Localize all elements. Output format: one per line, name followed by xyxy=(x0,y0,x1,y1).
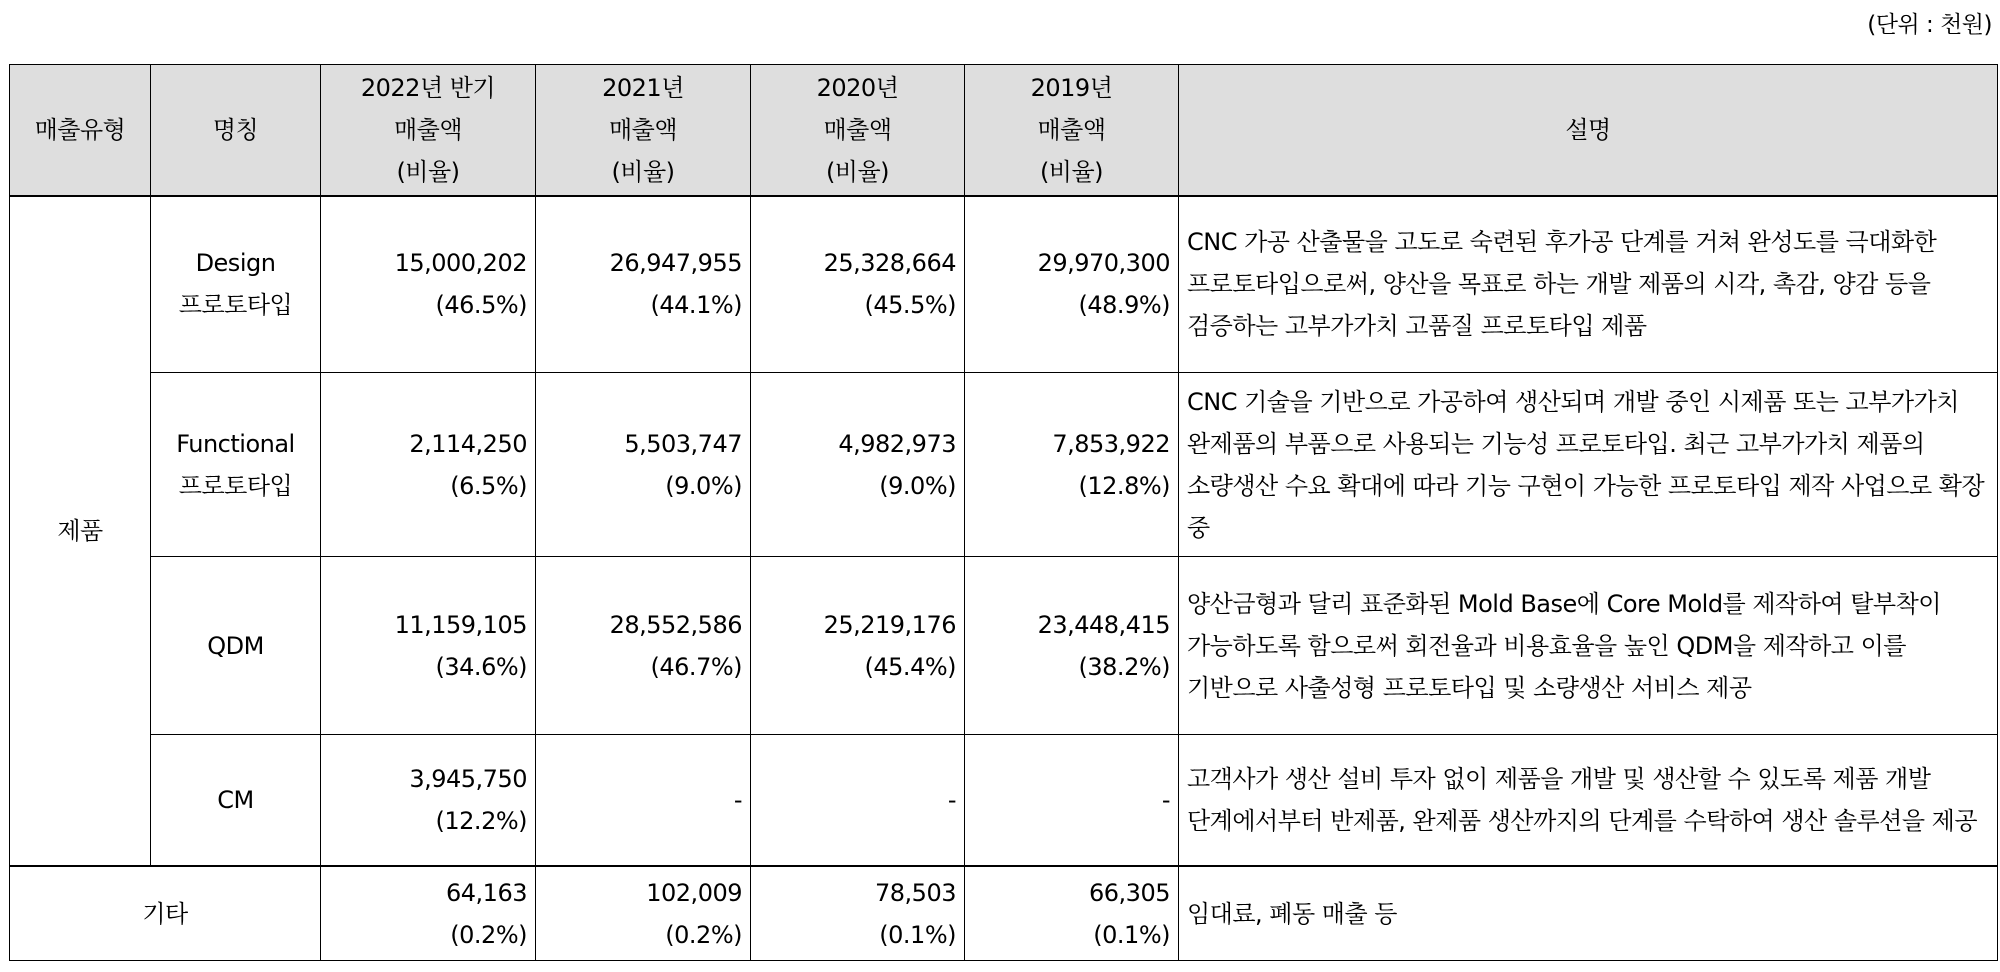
sales-2022: 3,945,750 (12.2%) xyxy=(321,734,536,866)
header-description: 설명 xyxy=(1179,65,1998,196)
header-type: 매출유형 xyxy=(10,65,151,196)
sales-2022: 15,000,202 (46.5%) xyxy=(321,196,536,373)
sales-2019: 7,853,922 (12.8%) xyxy=(965,373,1179,557)
header-name: 명칭 xyxy=(151,65,321,196)
sales-2020: 25,328,664 (45.5%) xyxy=(751,196,965,373)
sales-2020: 4,982,973 (9.0%) xyxy=(751,373,965,557)
unit-label: (단위 : 천원) xyxy=(1867,12,1992,38)
row-description: 고객사가 생산 설비 투자 없이 제품을 개발 및 생산할 수 있도록 제품 개발 단계에서부터 반제품, 완제품 생산까지의 단계를 수탁하여 생산 솔루션을 제공 xyxy=(1179,734,1998,866)
header-row xyxy=(10,65,1998,196)
row-description: CNC 기술을 기반으로 가공하여 생산되며 개발 중인 시제품 또는 고부가가치 완제품의 부품으로 사용되는 기능성 프로토타입. 최근 고부가가치 제품의 소량생산 수요 확대에 따라 기능 구현이 가능한 프로토타입 제작 사업으로 확장 중 xyxy=(1179,373,1998,557)
table-row xyxy=(10,557,1998,734)
sales-2022: 2,114,250 (6.5%) xyxy=(321,373,536,557)
row-name: Functional 프로토타입 xyxy=(151,373,321,557)
row-description: CNC 가공 산출물을 고도로 숙련된 후가공 단계를 거쳐 완성도를 극대화한 프로토타입으로써, 양산을 목표로 하는 개발 제품의 시각, 촉감, 양감 등을 검증하는 고부가가치 고품질 프로토타입 제품 xyxy=(1179,196,1998,373)
sales-2021: 5,503,747 (9.0%) xyxy=(536,373,751,557)
product-group-cell: 제품 xyxy=(10,196,151,867)
sales-2019: 23,448,415 (38.2%) xyxy=(965,557,1179,734)
sales-2020: - xyxy=(751,734,965,866)
row-description: 양산금형과 달리 표준화된 Mold Base에 Core Mold를 제작하여 탈부착이 가능하도록 함으로써 회전율과 비용효율을 높인 QDM을 제작하고 이를 기반으로 사출성형 프로토타입 및 소량생산 서비스 제공 xyxy=(1179,557,1998,734)
table-row xyxy=(10,734,1998,866)
sales-2019: - xyxy=(965,734,1179,866)
sales-2022: 64,163 (0.2%) xyxy=(321,866,536,960)
header-2022: 2022년 반기 매출액 (비율) xyxy=(321,65,536,196)
row-name: QDM xyxy=(151,557,321,734)
sales-2019: 66,305 (0.1%) xyxy=(965,866,1179,960)
header-2019: 2019년 매출액 (비율) xyxy=(965,65,1179,196)
row-name: Design 프로토타입 xyxy=(151,196,321,373)
sales-2021: 28,552,586 (46.7%) xyxy=(536,557,751,734)
sales-2020: 25,219,176 (45.4%) xyxy=(751,557,965,734)
row-description: 임대료, 폐동 매출 등 xyxy=(1179,866,1998,960)
sales-table xyxy=(9,64,1998,961)
header-2020: 2020년 매출액 (비율) xyxy=(751,65,965,196)
row-name: CM xyxy=(151,734,321,866)
sales-2019: 29,970,300 (48.9%) xyxy=(965,196,1179,373)
sales-2020: 78,503 (0.1%) xyxy=(751,866,965,960)
header-2021: 2021년 매출액 (비율) xyxy=(536,65,751,196)
sales-2021: 102,009 (0.2%) xyxy=(536,866,751,960)
table-row xyxy=(10,196,1998,373)
table-row-other xyxy=(10,866,1998,960)
sales-2021: - xyxy=(536,734,751,866)
sales-2021: 26,947,955 (44.1%) xyxy=(536,196,751,373)
table-row xyxy=(10,373,1998,557)
sales-2022: 11,159,105 (34.6%) xyxy=(321,557,536,734)
other-label: 기타 xyxy=(10,866,321,960)
